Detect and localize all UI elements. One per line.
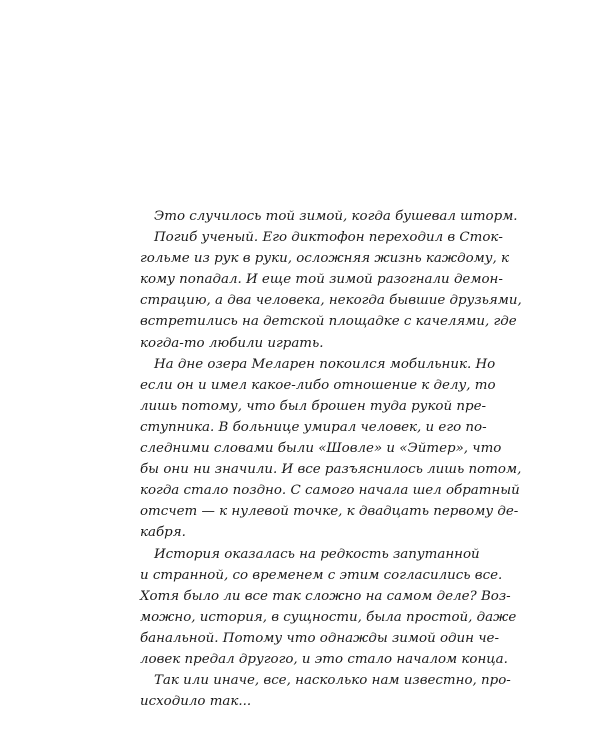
text-line: Так или иначе, все, насколько нам известно, про- <box>154 673 511 689</box>
text-line: История оказалась на редкость запутанной <box>154 546 480 562</box>
text-line: Погиб ученый. Его диктофон переходил в Сток- <box>154 230 503 246</box>
text-line: На дне озера Меларен покоился мобильник. Но <box>154 356 496 372</box>
text-line: отсчет — к нулевой точке, к двадцать первому де- <box>140 504 519 520</box>
text-line: ловек предал другого, и это стало началом конца. <box>140 651 508 667</box>
paragraph-1 <box>140 206 518 227</box>
text-line: гольме из рук в руки, осложняя жизнь каждому, к <box>140 251 510 267</box>
prologue-text <box>140 206 522 712</box>
text-line: бы они ни значили. И все разъяснилось лишь потом, <box>140 462 522 478</box>
text-line: ступника. В больнице умирал человек, и его по- <box>140 419 487 435</box>
text-line: если он и имел какое-либо отношение к делу, то <box>140 377 496 393</box>
text-line: Это случилось той зимой, когда бушевал шторм. <box>154 209 518 224</box>
text-line: Хотя было ли все так сложно на самом деле? Воз- <box>140 588 511 604</box>
text-line: следними словами были «Шовле» и «Эйтер», что <box>140 441 502 457</box>
text-line: и странной, со временем с этим согласились все. <box>140 567 503 583</box>
text-line: кому попадал. И еще той зимой разогнали демон- <box>140 272 503 288</box>
text-line: исходило так... <box>140 694 252 710</box>
paragraph-4 <box>140 544 517 671</box>
paragraph-2 <box>140 227 522 354</box>
text-line: лишь потому, что был брошен туда рукой пре- <box>140 398 487 414</box>
text-line: когда-то любили играть. <box>140 335 324 351</box>
text-line: банальной. Потому что однажды зимой один че- <box>140 630 499 646</box>
text-line: кабря. <box>140 525 186 541</box>
text-line: встретились на детской площадке с качелями, где <box>140 314 517 330</box>
paragraph-3 <box>140 354 522 544</box>
paragraph-5 <box>140 670 511 712</box>
text-line: когда стало поздно. С самого начала шел обратный <box>140 483 520 499</box>
text-line: страцию, а два человека, некогда бывшие друзьями, <box>140 293 522 309</box>
text-line: можно, история, в сущности, была простой, даже <box>140 609 517 625</box>
